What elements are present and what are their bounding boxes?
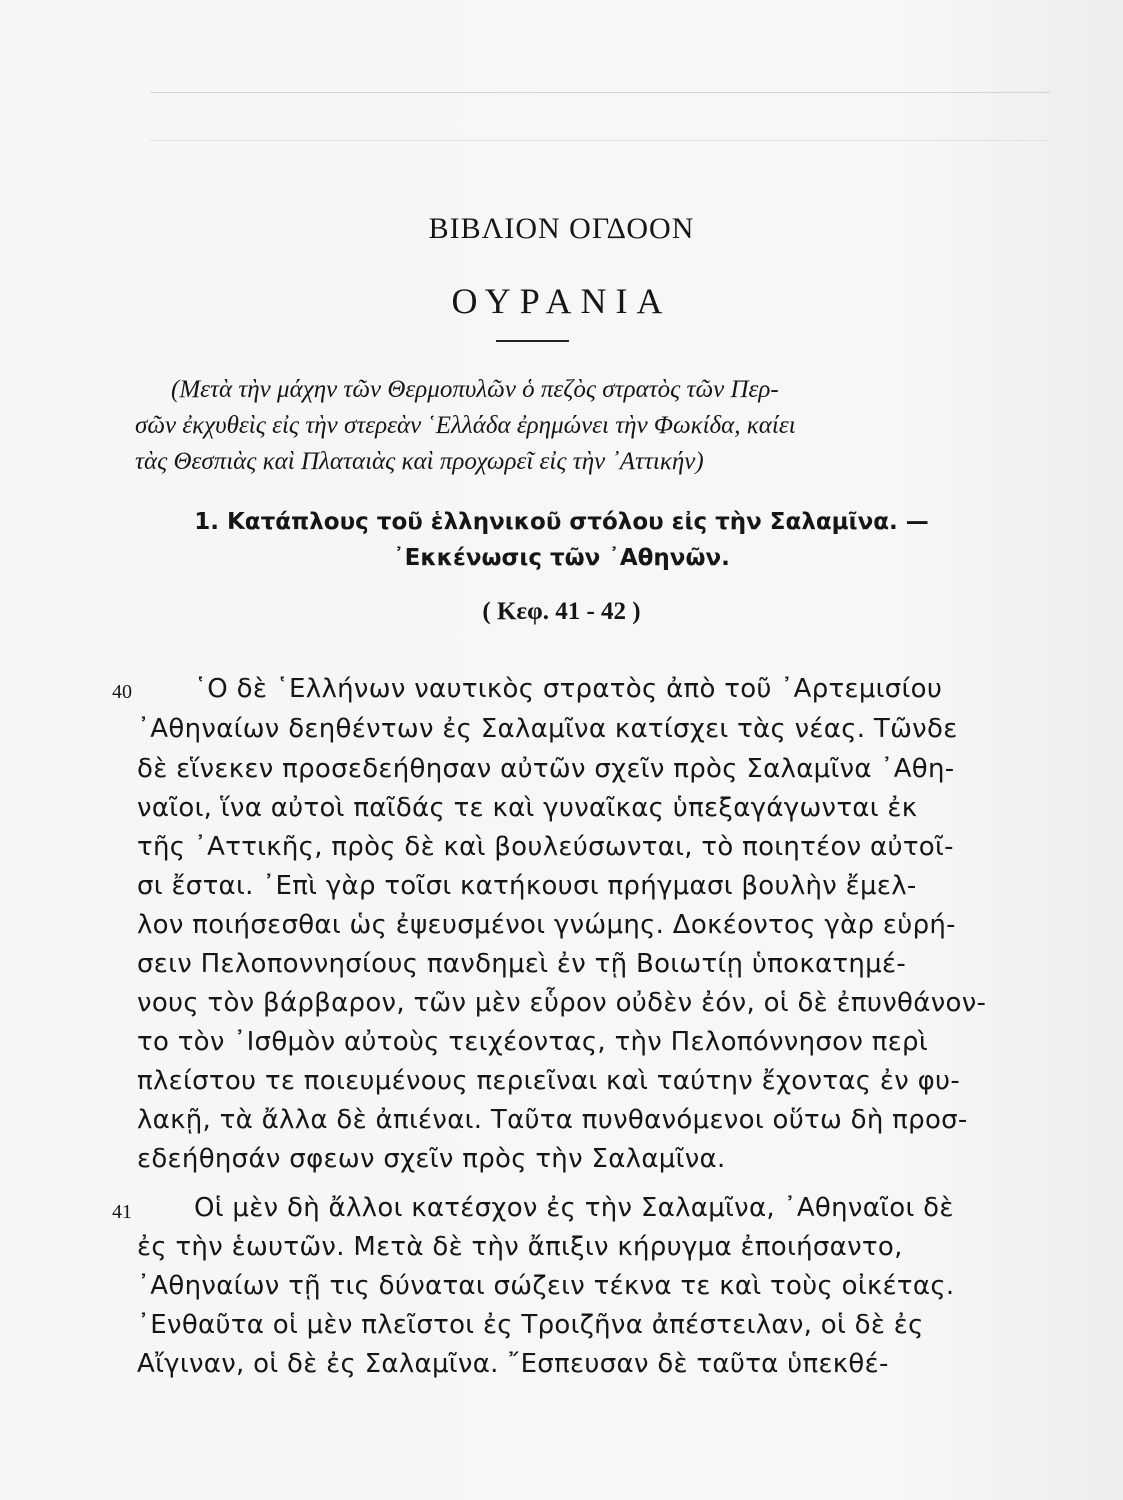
section-title: ΟΥΡΑΝΙΑ bbox=[451, 281, 672, 321]
paragraph-number: 40 bbox=[112, 681, 132, 703]
text-line: ἐς τὴν ἑωυτῶν. Μετὰ δὲ τὴν ἄπιξιν κήρυγμα ἐποιήσαντο, bbox=[137, 1232, 903, 1262]
text-line: Οἱ μὲν δὴ ἄλλοι κατέσχον ἐς τὴν Σαλαμῖνα, ᾿Αθηναῖοι δὲ bbox=[194, 1193, 954, 1223]
text-line: Αἴγιναν, οἱ δὲ ἐς Σαλαμῖνα. ῎Εσπευσαν δὲ ταῦτα ὑπεκθέ- bbox=[137, 1349, 889, 1379]
text-line: σειν Πελοποννησίους πανδημεὶ ἐν τῇ Βοιωτίῃ ὑποκατημέ- bbox=[137, 949, 907, 979]
chapter-title-line: 1. Κατάπλους τοῦ ἑλληνικοῦ στόλου εἰς τὴν Σαλαμῖνα. — bbox=[194, 509, 929, 535]
chapter-summary bbox=[135, 372, 965, 480]
chapter-title-line: ᾿Εκκένωσις τῶν ᾿Αθηνῶν. bbox=[393, 545, 730, 571]
text-line: λον ποιήσεσθαι ὡς ἐψευσμένοι γνώμης. Δοκέοντος γὰρ εὑρή- bbox=[137, 910, 956, 940]
text-line: τῆς ᾿Αττικῆς, πρὸς δὲ καὶ βουλεύσωνται, τὸ ποιητέον αὐτοῖ- bbox=[137, 832, 954, 862]
book-title: ΒΙΒΛΙΟΝ ΟΓΔΟΟΝ bbox=[428, 212, 695, 245]
bleed-through-line bbox=[150, 140, 1050, 141]
summary-line: (Μετὰ τὴν μάχην τῶν Θερμοπυλῶν ὁ πεζὸς στρατὸς τῶν Περ- bbox=[171, 376, 779, 403]
text-line: εδεήθησάν σφεων σχεῖν πρὸς τὴν Σαλαμῖνα. bbox=[137, 1144, 726, 1174]
text-line: ναῖοι, ἵνα αὐτοὶ παῖδάς τε καὶ γυναῖκας ὑπεξαγάγωνται ἐκ bbox=[137, 793, 918, 823]
summary-line: σῶν ἐκχυθεὶς εἰς τὴν στερεὰν ῾Ελλάδα ἐρημώνει τὴν Φωκίδα, καίει bbox=[135, 412, 796, 439]
chapter-references: ( Κεφ. 41 - 42 ) bbox=[482, 598, 641, 625]
text-line: ᾿Ενθαῦτα οἱ μὲν πλεῖστοι ἐς Τροιζῆνα ἀπέστειλαν, οἱ δὲ ἐς bbox=[137, 1310, 924, 1340]
paragraph-number: 41 bbox=[112, 1201, 132, 1223]
text-line: σι ἔσται. ᾿Επὶ γὰρ τοῖσι κατήκουσι πρήγμασι βουλὴν ἔμελ- bbox=[137, 871, 917, 901]
text-line: νους τὸν βάρβαρον, τῶν μὲν εὗρον οὐδὲν ἐόν, οἱ δὲ ἐπυνθάνον- bbox=[137, 988, 987, 1018]
text-line: πλείστου τε ποιευμένους περιεῖναι καὶ ταύτην ἔχοντας ἐν φυ- bbox=[137, 1066, 961, 1096]
text-line: ῾Ο δὲ ῾Ελλήνων ναυτικὸς στρατὸς ἀπὸ τοῦ ᾿Αρτεμισίου bbox=[194, 674, 943, 704]
chapter-heading bbox=[0, 504, 1123, 576]
bleed-through-line bbox=[150, 92, 1050, 93]
text-line: λακῇ, τὰ ἄλλα δὲ ἀπιέναι. Ταῦτα πυνθανόμενοι οὕτω δὴ προσ- bbox=[137, 1105, 968, 1135]
title-rule bbox=[496, 340, 569, 342]
text-line: το τὸν ᾿Ισθμὸν αὐτοὺς τειχέοντας, τὴν Πελοπόννησον περὶ bbox=[137, 1027, 928, 1057]
text-line: ᾿Αθηναίων τῇ τις δύναται σώζειν τέκνα τε καὶ τοὺς οἰκέτας. bbox=[137, 1271, 955, 1301]
text-line: ᾿Αθηναίων δεηθέντων ἐς Σαλαμῖνα κατίσχει τὰς νέας. Τῶνδε bbox=[137, 714, 958, 744]
text-line: δὲ εἵνεκεν προσεδεήθησαν αὐτῶν σχεῖν πρὸς Σαλαμῖνα ᾿Αθη- bbox=[137, 754, 955, 784]
summary-line: τὰς Θεσπιὰς καὶ Πλαταιὰς καὶ προχωρεῖ εἰς τὴν ᾿Αττικήν) bbox=[135, 448, 704, 475]
